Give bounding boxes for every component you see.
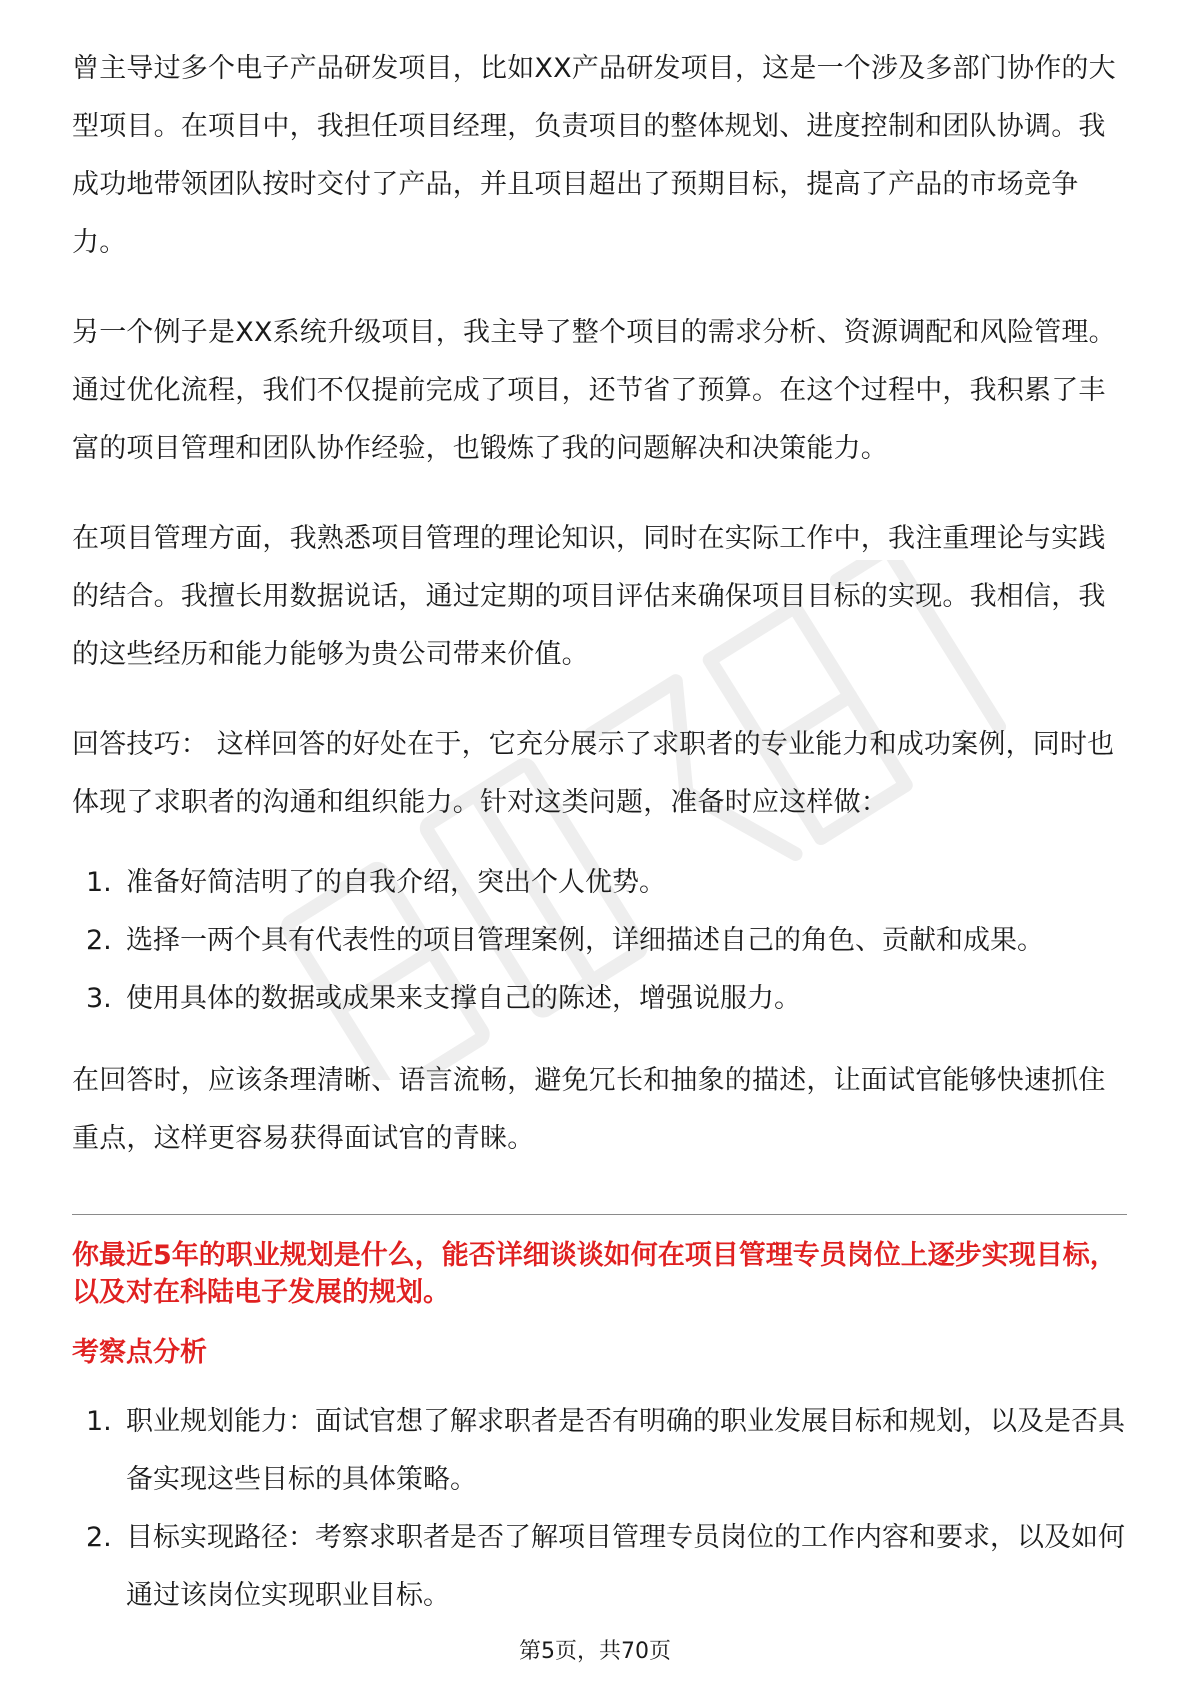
list-item: 2. 选择一两个具有代表性的项目管理案例，详细描述自己的角色、贡献和成果。 bbox=[86, 925, 1044, 956]
section-divider bbox=[72, 1214, 1127, 1215]
analysis-list bbox=[72, 1393, 1127, 1625]
list-item: 1. 准备好简洁明了的自我介绍，突出个人优势。 bbox=[86, 867, 666, 898]
paragraph-experience-2: 另一个例子是XX系统升级项目，我主导了整个项目的需求分析、资源调配和风险管理。通过优化流程，我们不仅提前完成了项目，还节省了预算。在这个过程中，我积累了丰富的项目管理和团队协作经验，也锻炼了我的问题解决和决策能力。 bbox=[72, 317, 1116, 464]
list-item: 2. 目标实现路径：考察求职者是否了解项目管理专员岗位的工作内容和要求，以及如何通过该岗位实现职业目标。 bbox=[86, 1522, 1125, 1611]
list-item: 3. 使用具体的数据或成果来支撑自己的陈述，增强说服力。 bbox=[86, 983, 801, 1014]
document-body bbox=[72, 40, 1127, 1625]
list-item: 1. 职业规划能力：面试官想了解求职者是否有明确的职业发展目标和规划，以及是否具备实现这些目标的具体策略。 bbox=[86, 1406, 1125, 1495]
paragraph-answer-tips: 回答技巧： 这样回答的好处在于，它充分展示了求职者的专业能力和成功案例，同时也体现了求职者的沟通和组织能力。针对这类问题，准备时应这样做： bbox=[72, 729, 1115, 818]
page-footer: 第5页，共70页 bbox=[519, 1639, 671, 1664]
paragraph-experience-1: 曾主导过多个电子产品研发项目，比如XX产品研发项目，这是一个涉及多部门协作的大型项目。在项目中，我担任项目经理，负责项目的整体规划、进度控制和团队协调。我成功地带领团队按时交付了产品，并且项目超出了预期目标，提高了产品的市场竞争力。 bbox=[72, 53, 1116, 258]
paragraph-project-management: 在项目管理方面，我熟悉项目管理的理论知识，同时在实际工作中，我注重理论与实践的结合。我擅长用数据说话，通过定期的项目评估来确保项目目标的实现。我相信，我的这些经历和能力能够为贵公司带来价值。 bbox=[72, 523, 1106, 670]
interview-question: 你最近5年的职业规划是什么，能否详细谈谈如何在项目管理专员岗位上逐步实现目标，以及对在科陆电子发展的规划。 bbox=[72, 1240, 1117, 1308]
analysis-title: 考察点分析 bbox=[72, 1337, 207, 1368]
paragraph-answer-advice: 在回答时，应该条理清晰、语言流畅，避免冗长和抽象的描述，让面试官能够快速抓住重点，这样更容易获得面试官的青睐。 bbox=[72, 1065, 1106, 1154]
tips-list bbox=[72, 854, 1127, 1028]
